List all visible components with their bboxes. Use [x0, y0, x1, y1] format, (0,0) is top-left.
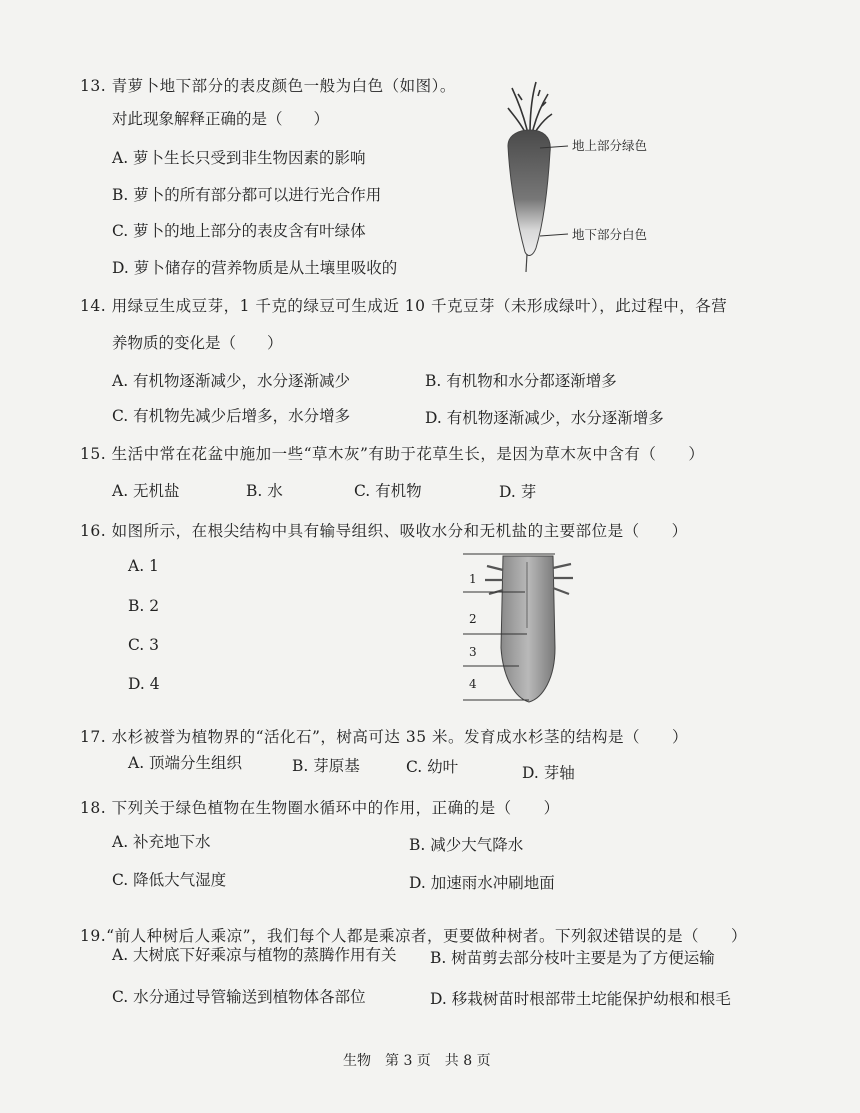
root-label-3: 3	[469, 645, 477, 659]
radish-label-top: 地上部分绿色	[572, 138, 648, 153]
q18-stem: 18. 下列关于绿色植物在生物圈水循环中的作用，正确的是（ ）	[80, 799, 560, 817]
q13-stem-line2: 对此现象解释正确的是（ ）	[112, 110, 330, 128]
q17-option-c: C. 幼叶	[406, 758, 459, 776]
radish-leader-lines	[540, 140, 580, 240]
q19-stem: 19.“前人种树后人乘凉”，我们每个人都是乘凉者，更要做种树者。下列叙述错误的是（ ）	[80, 927, 748, 945]
q16-option-c: C. 3	[128, 636, 160, 654]
root-label-1: 1	[469, 572, 477, 586]
q19-option-d: D. 移栽树苗时根部带土坨能保护幼根和根毛	[430, 990, 731, 1008]
q18-option-c: C. 降低大气湿度	[112, 871, 227, 889]
q16-option-b: B. 2	[128, 597, 160, 615]
q14-option-b: B. 有机物和水分都逐渐增多	[425, 372, 617, 390]
q15-option-a: A. 无机盐	[112, 482, 180, 500]
q19-option-c: C. 水分通过导管输送到植物体各部位	[112, 988, 366, 1006]
q19-option-b: B. 树苗剪去部分枝叶主要是为了方便运输	[430, 949, 715, 967]
q15-stem: 15. 生活中常在花盆中施加一些“草木灰”有助于花草生长，是因为草木灰中含有（ ）	[80, 445, 705, 463]
root-tip-body	[501, 556, 555, 702]
q13-option-a: A. 萝卜生长只受到非生物因素的影响	[112, 149, 366, 167]
q17-option-d: D. 芽轴	[522, 764, 575, 782]
q14-stem-line1: 14. 用绿豆生成豆芽，1 千克的绿豆可生成近 10 千克豆芽（未形成绿叶），此过程中，各营	[80, 297, 728, 315]
q16-option-a: A. 1	[128, 557, 159, 575]
q17-stem: 17. 水杉被誉为植物界的“活化石”，树高可达 35 米。发育成水杉茎的结构是（ ）	[80, 728, 689, 746]
page-footer: 生物 第 3 页 共 8 页	[343, 1053, 491, 1069]
q17-option-b: B. 芽原基	[292, 757, 360, 775]
q16-option-d: D. 4	[128, 675, 160, 693]
q13-option-b: B. 萝卜的所有部分都可以进行光合作用	[112, 186, 382, 204]
q18-option-d: D. 加速雨水冲刷地面	[409, 874, 555, 892]
q18-option-b: B. 减少大气降水	[409, 836, 524, 854]
root-label-4: 4	[469, 677, 477, 691]
root-label-2: 2	[469, 612, 477, 626]
q15-option-b: B. 水	[246, 482, 283, 500]
q17-option-a: A. 顶端分生组织	[128, 754, 243, 772]
q14-option-d: D. 有机物逐渐减少，水分逐渐增多	[425, 409, 664, 427]
q19-option-a: A. 大树底下好乘凉与植物的蒸腾作用有关	[112, 946, 397, 964]
radish-leaves-icon	[508, 82, 552, 134]
q14-option-a: A. 有机物逐渐减少，水分逐渐减少	[112, 372, 351, 390]
q18-option-a: A. 补充地下水	[112, 833, 211, 851]
q13-option-d: D. 萝卜储存的营养物质是从土壤里吸收的	[112, 259, 398, 277]
q14-option-c: C. 有机物先减少后增多，水分增多	[112, 407, 351, 425]
q13-option-c: C. 萝卜的地上部分的表皮含有叶绿体	[112, 222, 366, 240]
q15-option-d: D. 芽	[499, 483, 537, 501]
q15-option-c: C. 有机物	[354, 482, 422, 500]
q16-stem: 16. 如图所示，在根尖结构中具有输导组织、吸收水分和无机盐的主要部位是（ ）	[80, 522, 688, 540]
q13-stem-line1: 13. 青萝卜地下部分的表皮颜色一般为白色（如图）。	[80, 77, 456, 95]
q14-stem-line2: 养物质的变化是（ ）	[112, 334, 283, 352]
radish-label-bottom: 地下部分白色	[572, 227, 648, 242]
